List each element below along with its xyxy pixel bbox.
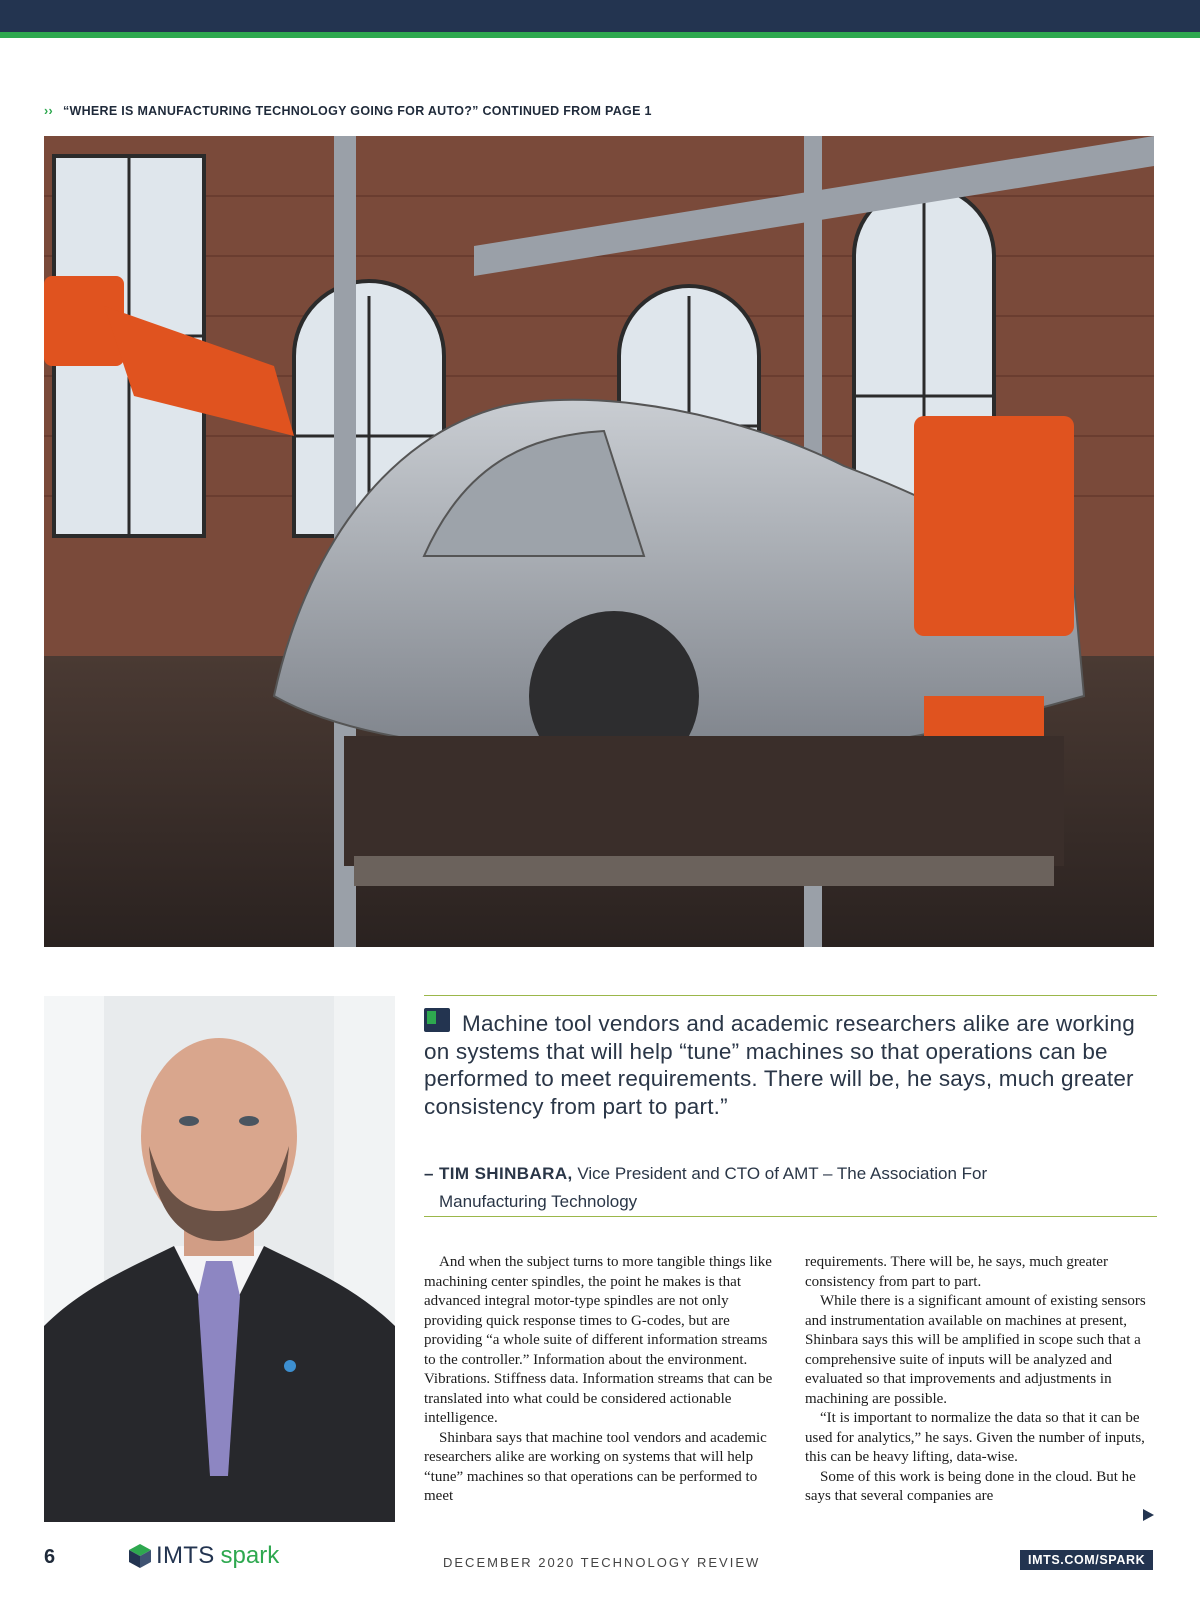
imts-spark-logo (128, 1541, 279, 1571)
imts-cube-icon (128, 1543, 152, 1569)
article-paragraph: “It is important to normalize the data so that it can be used for analytics,” he says. Given the number of inputs, this can be heavy lifting, data-wise. (805, 1410, 1145, 1465)
article-paragraph: While there is a significant amount of existing sensors and instrumentation available on machines at present, Shinbara says this will be amplified in scope such that a comprehensive suite of inputs will be analyzed and evaluated so that improvements and adjustments in machining are possible. (805, 1293, 1146, 1407)
article-paragraph: requirements. There will be, he says, much greater consistency from part to part. (805, 1254, 1108, 1290)
page-number: 6 (44, 1546, 56, 1568)
continued-from-line (44, 104, 652, 118)
article-paragraph: And when the subject turns to more tangible things like machining center spindles, the point he makes is that advanced integral motor-type spindles are not only providing quick response times to G-codes, but are providing “a whole suite of different information streams to the controller.” Information about the environment. Vibrations. Stiffness data. Information streams that can be translated into what could be considered actionable intelligence. (424, 1254, 773, 1426)
pull-quote-attribution (424, 1160, 1124, 1216)
article-column-left (424, 1253, 775, 1507)
attribution-title-continued: Manufacturing Technology (439, 1192, 638, 1211)
logo-spark-text: spark (220, 1542, 280, 1569)
article-column-right (805, 1253, 1156, 1507)
photo-illustration (44, 136, 1154, 947)
top-banner (0, 0, 1200, 32)
attribution-title: Vice President and CTO of AMT – The Association For (572, 1164, 988, 1183)
pull-quote-text: Machine tool vendors and academic researchers alike are working on systems that will help “tune” machines so that operations can be performed to meet requirements. There will be, he says, much greater consistency from part to part.” (424, 1011, 1135, 1119)
portrait-tim-shinbara (44, 996, 395, 1522)
article-paragraph: Shinbara says that machine tool vendors and academic researchers alike are working on systems that will help “tune” machines so that operations can be performed to meet (424, 1429, 767, 1504)
portrait-illustration (44, 996, 395, 1522)
issue-title: DECEMBER 2020 TECHNOLOGY REVIEW (443, 1555, 761, 1570)
continued-text: “WHERE IS MANUFACTURING TECHNOLOGY GOING FOR AUTO?” CONTINUED FROM PAGE 1 (62, 104, 652, 118)
auto-assembly-line-photo (44, 136, 1154, 947)
attribution-name: – TIM SHINBARA, (424, 1164, 573, 1183)
logo-imts-text: IMTS (156, 1542, 215, 1569)
article-paragraph: Some of this work is being done in the cloud. But he says that several companies are (805, 1468, 1136, 1504)
top-accent-stripe (0, 32, 1200, 38)
pull-quote (424, 995, 1157, 1217)
continue-arrow-icon (1143, 1509, 1154, 1521)
double-chevron-icon: ›› (44, 104, 53, 118)
footer-url-link[interactable]: IMTS.COM/SPARK (1020, 1550, 1153, 1570)
